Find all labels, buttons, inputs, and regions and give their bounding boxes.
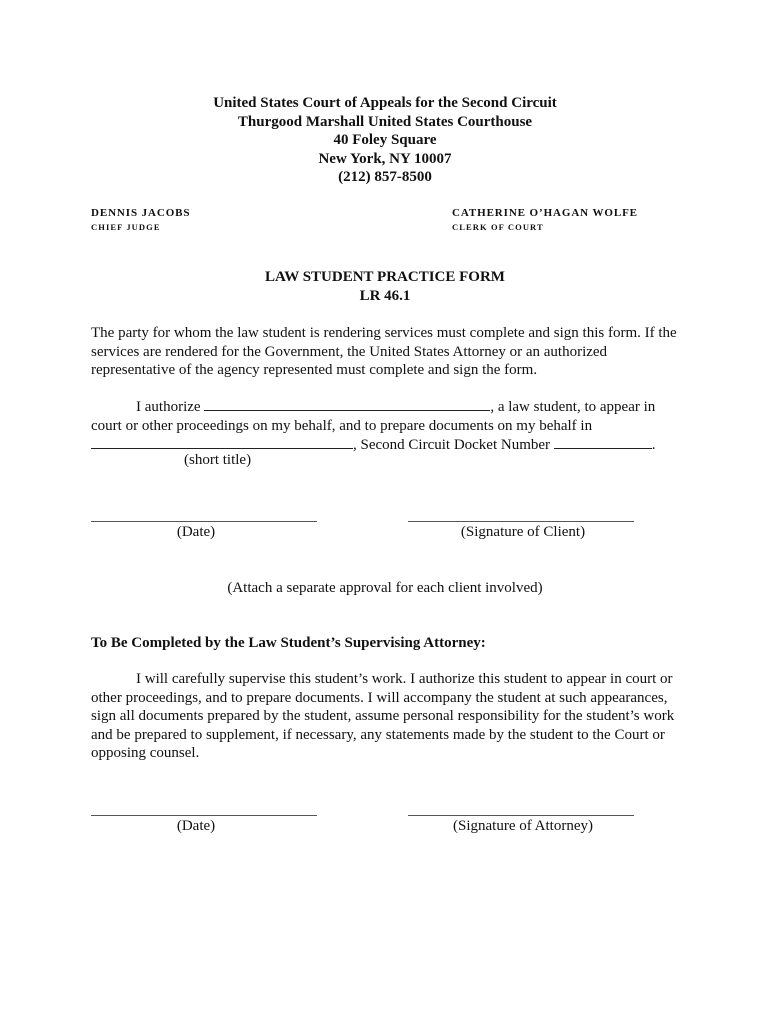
chief-judge-block xyxy=(91,206,190,234)
short-title-caption: (short title) xyxy=(184,452,252,468)
supervisor-statement xyxy=(91,670,691,763)
docket-label: , Second Circuit Docket Number xyxy=(353,437,551,453)
form-title-block xyxy=(0,268,770,305)
street-address: 40 Foley Square xyxy=(333,132,437,148)
client-date-caption: (Date) xyxy=(176,524,216,540)
clerk-title: CLERK OF COURT xyxy=(452,222,544,232)
docket-number-field[interactable] xyxy=(554,435,652,449)
phone-number: (212) 857-8500 xyxy=(338,169,432,185)
authorization-line-1 xyxy=(91,397,691,417)
chief-judge-title: CHIEF JUDGE xyxy=(91,222,161,232)
clerk-name: CATHERINE O’HAGAN WOLFE xyxy=(452,207,638,219)
clerk-block xyxy=(452,206,638,234)
courthouse-name: Thurgood Marshall United States Courthouse xyxy=(237,113,533,130)
attorney-date-line[interactable] xyxy=(91,815,317,816)
court-name: United States Court of Appeals for the Second Circuit xyxy=(213,95,557,111)
form-title: LAW STUDENT PRACTICE FORM xyxy=(265,269,505,285)
authorization-paragraph xyxy=(91,397,691,455)
client-date-line[interactable] xyxy=(91,521,317,522)
student-suffix-text: , a law student, to appear in xyxy=(490,399,656,415)
attorney-signature-caption: (Signature of Attorney) xyxy=(453,818,593,834)
attorney-date-caption: (Date) xyxy=(176,818,216,834)
chief-judge-name: DENNIS JACOBS xyxy=(91,207,191,219)
student-name-field[interactable] xyxy=(204,397,490,411)
docket-period: . xyxy=(651,437,656,453)
attorney-signature-line[interactable] xyxy=(408,815,634,816)
supervisor-statement-text: I will carefully supervise this student’s work. I authorize this student to appear in court or other proceedings, and to prepare documents. I will accompany the student at such appearances, sign all documents prepared by the student, assume personal responsibility for the student’s work and be prepared to supplement, if necessary, any statements made by the student to the Court or opposing counsel. xyxy=(91,671,675,761)
authorization-line-2: court or other proceedings on my behalf, and to prepare documents on my behalf in xyxy=(91,417,593,434)
attach-note: (Attach a separate approval for each client involved) xyxy=(227,580,543,596)
instructions-paragraph: The party for whom the law student is rendering services must complete and sign this form. If the services are rendered for the Government, the United States Attorney or an authorized representative of the agency represented must complete and sign the form. xyxy=(91,325,677,378)
short-title-field[interactable] xyxy=(91,435,353,449)
supervisor-section-heading: To Be Completed by the Law Student’s Supervising Attorney: xyxy=(91,635,486,651)
authorization-line-3 xyxy=(91,435,691,455)
authorize-prefix: I authorize xyxy=(136,399,201,415)
client-signature-line[interactable] xyxy=(408,521,634,522)
city-address: New York, NY 10007 xyxy=(318,150,452,167)
court-header xyxy=(0,94,770,187)
client-signature-caption: (Signature of Client) xyxy=(460,524,586,540)
form-rule: LR 46.1 xyxy=(359,287,411,304)
